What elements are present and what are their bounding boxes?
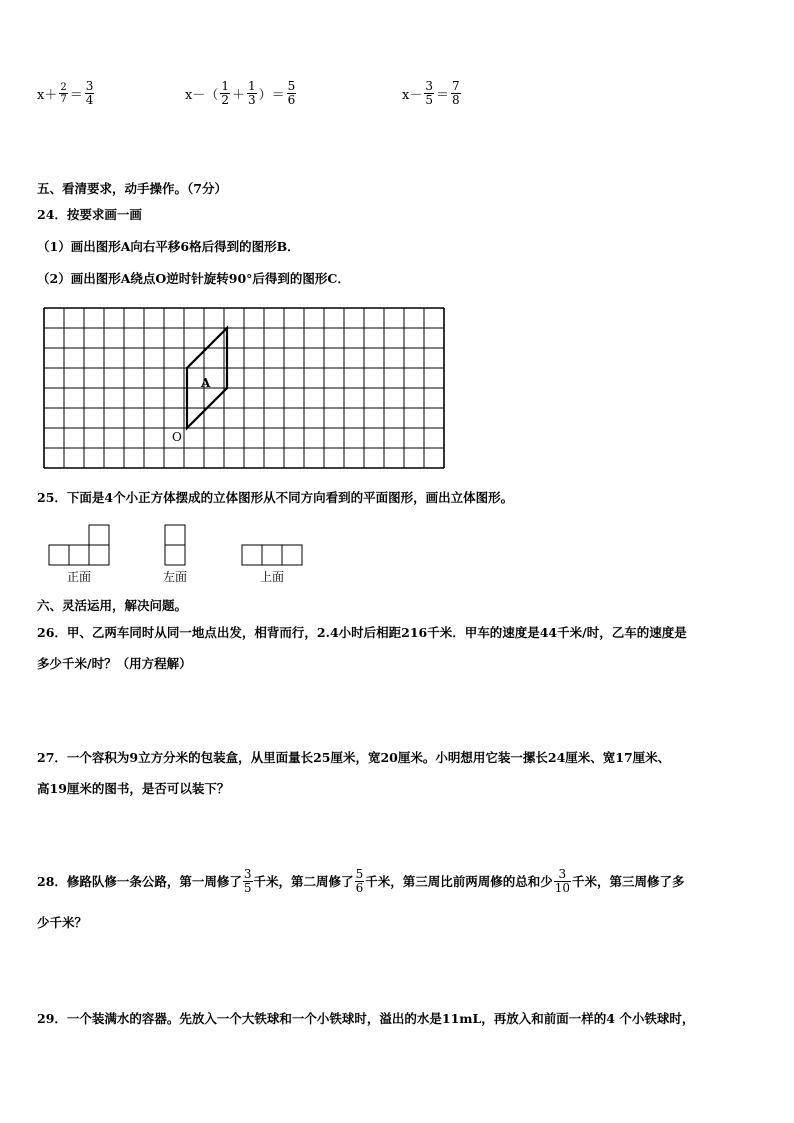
q28-text-1: 28．修路队修一条公路，第一周修了 xyxy=(37,873,242,889)
eq2-fraction-3: $\frac{5}{6}$ xyxy=(287,79,296,107)
q26-line-1: 26．甲、乙两车同时从同一地点出发，相背而行，2.4小时后相距216千米．甲车的速度是44千米/时，乙车的速度是 xyxy=(37,625,687,640)
q26-line-2: 多少千米/时？（用方程解） xyxy=(37,656,192,671)
equation-1 xyxy=(37,80,95,107)
q24-part-1: （1）画出图形A向右平移6格后得到的图形B． xyxy=(37,239,300,254)
eq3-equals: ＝ xyxy=(435,88,449,103)
q28-text-4: 千米，第三周修了多 xyxy=(572,873,685,889)
q28-text-3: 千米，第三周比前两周修的总和少 xyxy=(365,873,553,889)
eq2-fraction-1: $\frac{1}{2}$ xyxy=(221,79,229,107)
eq2-fraction-2: $\frac{1}{3}$ xyxy=(248,79,256,107)
top-view xyxy=(241,543,303,567)
eq1-lhs: x＋ xyxy=(37,88,58,103)
q28-line-1 xyxy=(37,868,685,895)
left-view-label: 左面 xyxy=(162,570,187,584)
q24-grid xyxy=(40,303,448,473)
section-5-title: 五、看清要求，动手操作。（7分） xyxy=(37,181,227,196)
q27-line-2: 高19厘米的图书，是否可以装下？ xyxy=(37,781,230,796)
eq3-fraction-2: $\frac{7}{8}$ xyxy=(452,79,460,107)
q29-line-1: 29．一个装满水的容器。先放入一个大铁球和一个小铁球时，溢出的水是11mL，再放入和前面一样的4 个小铁球时， xyxy=(37,1011,695,1026)
top-view-label: 上面 xyxy=(259,570,284,584)
q28-fraction-3: $\frac{3}{10}$ xyxy=(554,867,570,895)
q24-part-2: （2）画出图形A绕点O逆时针旋转90°后得到的图形C． xyxy=(37,271,350,286)
q28-text-2: 千米，第二周修了 xyxy=(253,873,354,889)
q28-fraction-2: $\frac{5}{6}$ xyxy=(355,867,364,895)
left-view xyxy=(163,523,187,567)
front-view xyxy=(48,523,110,567)
eq2-close-equals: ）＝ xyxy=(258,88,285,103)
q27-line-1: 27．一个容积为9立方分米的包装盒，从里面量长25厘米，宽20厘米。小明想用它装一摞长24厘米、宽17厘米、 xyxy=(37,750,671,765)
eq1-fraction-2: $\frac{3}{4}$ xyxy=(85,79,94,107)
q24-title: 24．按要求画一画 xyxy=(37,207,142,222)
eq3-lhs: x－ xyxy=(402,88,423,103)
section-6-title: 六、灵活运用，解决问题。 xyxy=(37,598,188,613)
label-a: A xyxy=(201,376,211,390)
front-view-label: 正面 xyxy=(66,570,91,584)
eq3-fraction-1: $\frac{3}{5}$ xyxy=(425,79,433,107)
eq2-plus: ＋ xyxy=(231,88,245,103)
eq2-lhs: x－（ xyxy=(185,88,219,103)
equation-3 xyxy=(402,80,462,107)
grid-lines xyxy=(44,308,444,468)
label-o: O xyxy=(172,430,182,444)
eq1-equals: ＝ xyxy=(69,88,83,103)
q25-title: 25．下面是4个小正方体摆成的立体图形从不同方向看到的平面图形，画出立体图形。 xyxy=(37,490,514,505)
eq1-fraction-1: $\frac{2}{7}$ xyxy=(60,82,67,105)
q28-line-2: 少千米？ xyxy=(37,915,88,930)
q28-fraction-1: $\frac{3}{5}$ xyxy=(243,867,252,895)
equation-2 xyxy=(185,80,297,107)
